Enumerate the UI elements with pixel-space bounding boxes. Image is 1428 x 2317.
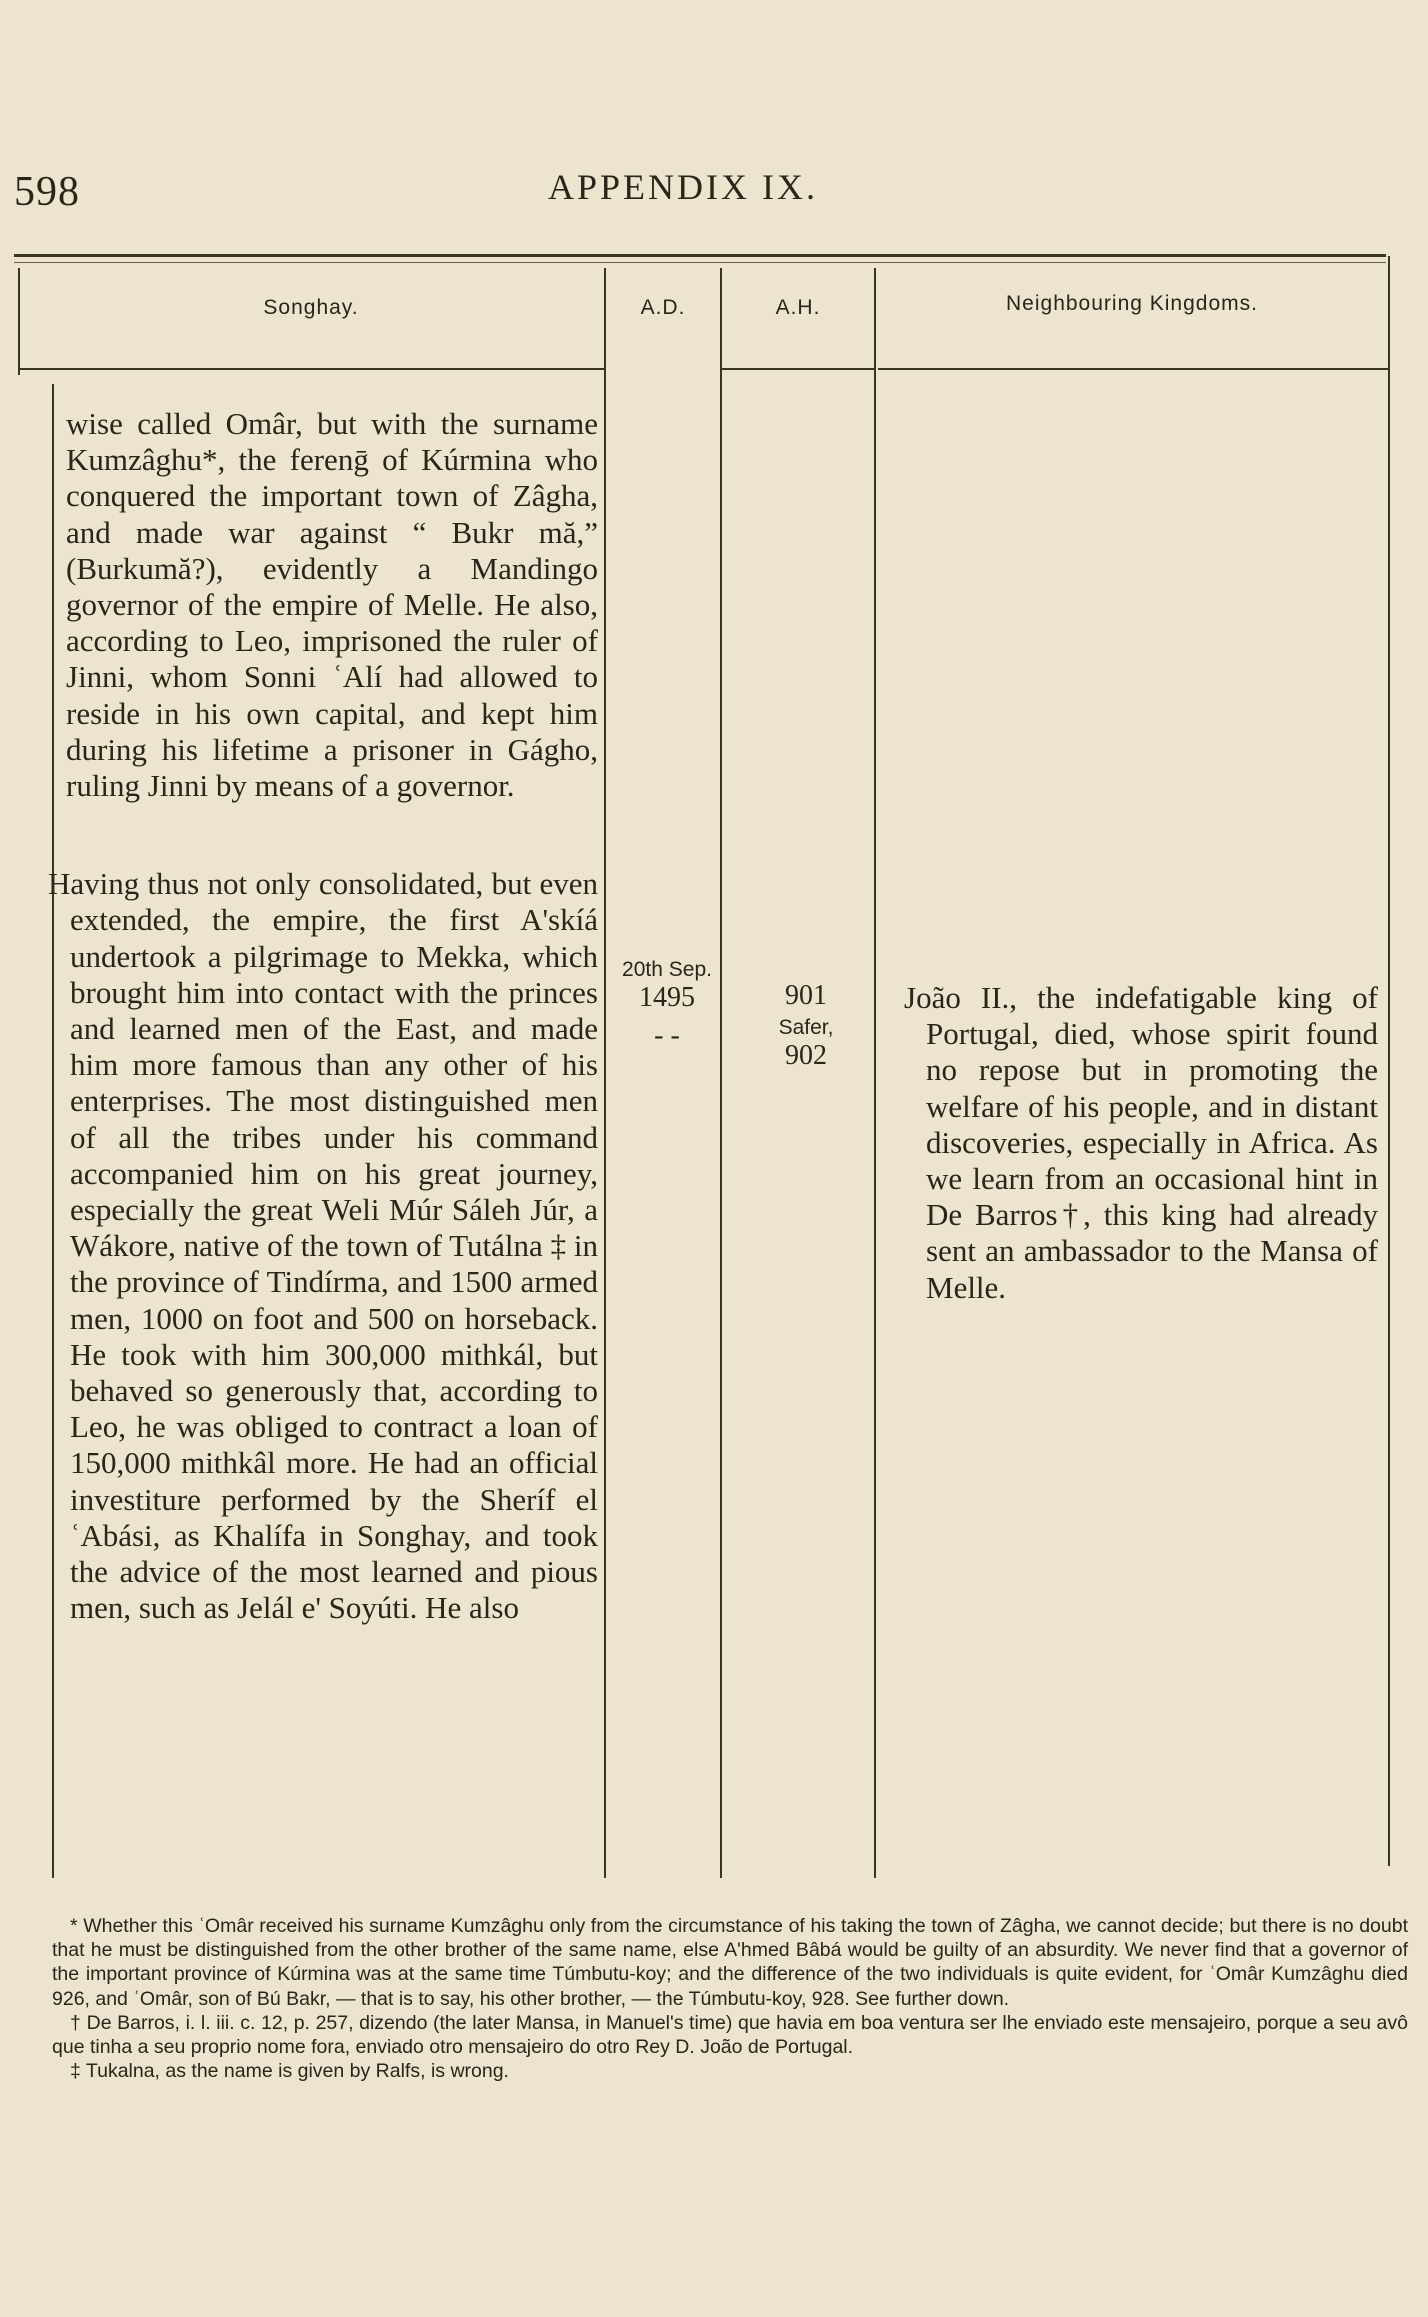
neighbouring-column-text [904, 980, 1378, 1306]
ah-year-2: 902 [785, 1040, 827, 1071]
ad-cell [612, 958, 722, 1052]
column-header-songhay: Songhay. [263, 296, 359, 319]
footnote-dagger: † De Barros, i. l. iii. c. 12, p. 257, dizendo (the later Mansa, in Manuel's time) que havia em boa ventura ser lhe enviado este mensajeiro, porque a seu avô que tinha a seu proprio nome fora, enviado otro mensajeiro do otro Rey D. João de Portugal. [52, 2011, 1408, 2059]
table-top-rule-thin [14, 262, 1386, 263]
ad-column-rule [720, 268, 722, 1878]
ad-ditto-mark: - - [654, 1020, 680, 1051]
songhay-column-text [48, 406, 598, 1627]
songhay-paragraph-1: wise called Omâr, but with the surname Kumzâghu*, the ferenḡ of Kúrmina who conquered the important town of Zâgha, and made war against “ Bukr mă,” (Burkumă?), evidently a Mandingo governor of the empire of Melle. He also, according to Leo, imprisoned the ruler of Jinni, whom Sonni ʿAlí had allowed to reside in his own capital, and kept him during his lifetime a prisoner in Gágho, ruling Jinni by means of a governor. [66, 406, 598, 804]
ah-header-rule [720, 368, 874, 370]
header-left-rule [18, 268, 20, 375]
neighbouring-header-rule [878, 368, 1388, 370]
ah-cell [750, 980, 862, 1072]
ah-year-1: 901 [785, 980, 827, 1011]
songhay-header-rule [18, 368, 604, 370]
column-header-neighbouring: Neighbouring Kingdoms. [1006, 292, 1258, 315]
footnote-asterisk: * Whether this ʿOmâr received his surname Kumzâghu only from the circumstance of his taking the town of Zâgha, we cannot decide; but there is no doubt that he must be distinguished from the other brother of the same name, else A'hmed Bâbá would be guilty of an absurdity. We never find that a governor of the important province of Kúrmina was at the same time Túmbutu-koy; and the difference of the two individuals is quite evident, for ʿOmâr Kumzâghu died 926, and ʿOmâr, son of Bú Bakr, — that is to say, his other brother, — the Túmbutu-koy, 928. See further down. [52, 1915, 1408, 2010]
ad-year: 1495 [639, 982, 695, 1013]
footnote-double-dagger: ‡ Tukalna, as the name is given by Ralfs, is wrong. [70, 2060, 509, 2083]
ah-month: Safer, [778, 1016, 834, 1039]
songhay-column-rule [604, 268, 606, 1878]
table-top-rule [14, 254, 1386, 257]
running-title: APPENDIX IX. [548, 167, 818, 207]
ad-date-note: 20th Sep. [622, 958, 712, 981]
neighbouring-paragraph: João II., the indefatigable king of Portugal, died, whose spirit found no repose but in promoting the welfare of his people, and in distant discoveries, especially in Africa. As we learn from an occasional hint in De Barros†, this king had already sent an ambassador to the Mansa of Melle. [904, 980, 1378, 1305]
songhay-paragraph-2: Having thus not only consolidated, but even extended, the empire, the first A'skíá undertook a pilgrimage to Mekka, which brought him into contact with the princes and learned men of the East, and made him more famous than any other of his enterprises. The most distinguished men of all the tribes under his command accompanied him on his great journey, especially the great Weli Múr Sáleh Júr, a Wákore, native of the town of Tutálna ‡ in the province of Tindírma, and 1500 armed men, 1000 on foot and 500 on horseback. He took with him 300,000 mithkál, but behaved so generously that, according to Leo, he was obliged to contract a loan of 150,000 mithkâl more. He had an official investiture performed by the Sheríf el ʿAbási, as Khalífa in Songhay, and took the advice of the most learned and pious men, such as Jelál e' Soyúti. He also [48, 866, 598, 1626]
column-header-ah: A.H. [775, 296, 821, 319]
footnotes [52, 1914, 1408, 2083]
page-number: 598 [14, 169, 80, 215]
column-header-ad: A.D. [640, 296, 686, 319]
ah-column-rule [874, 268, 876, 1878]
table-right-rule [1388, 256, 1390, 1866]
